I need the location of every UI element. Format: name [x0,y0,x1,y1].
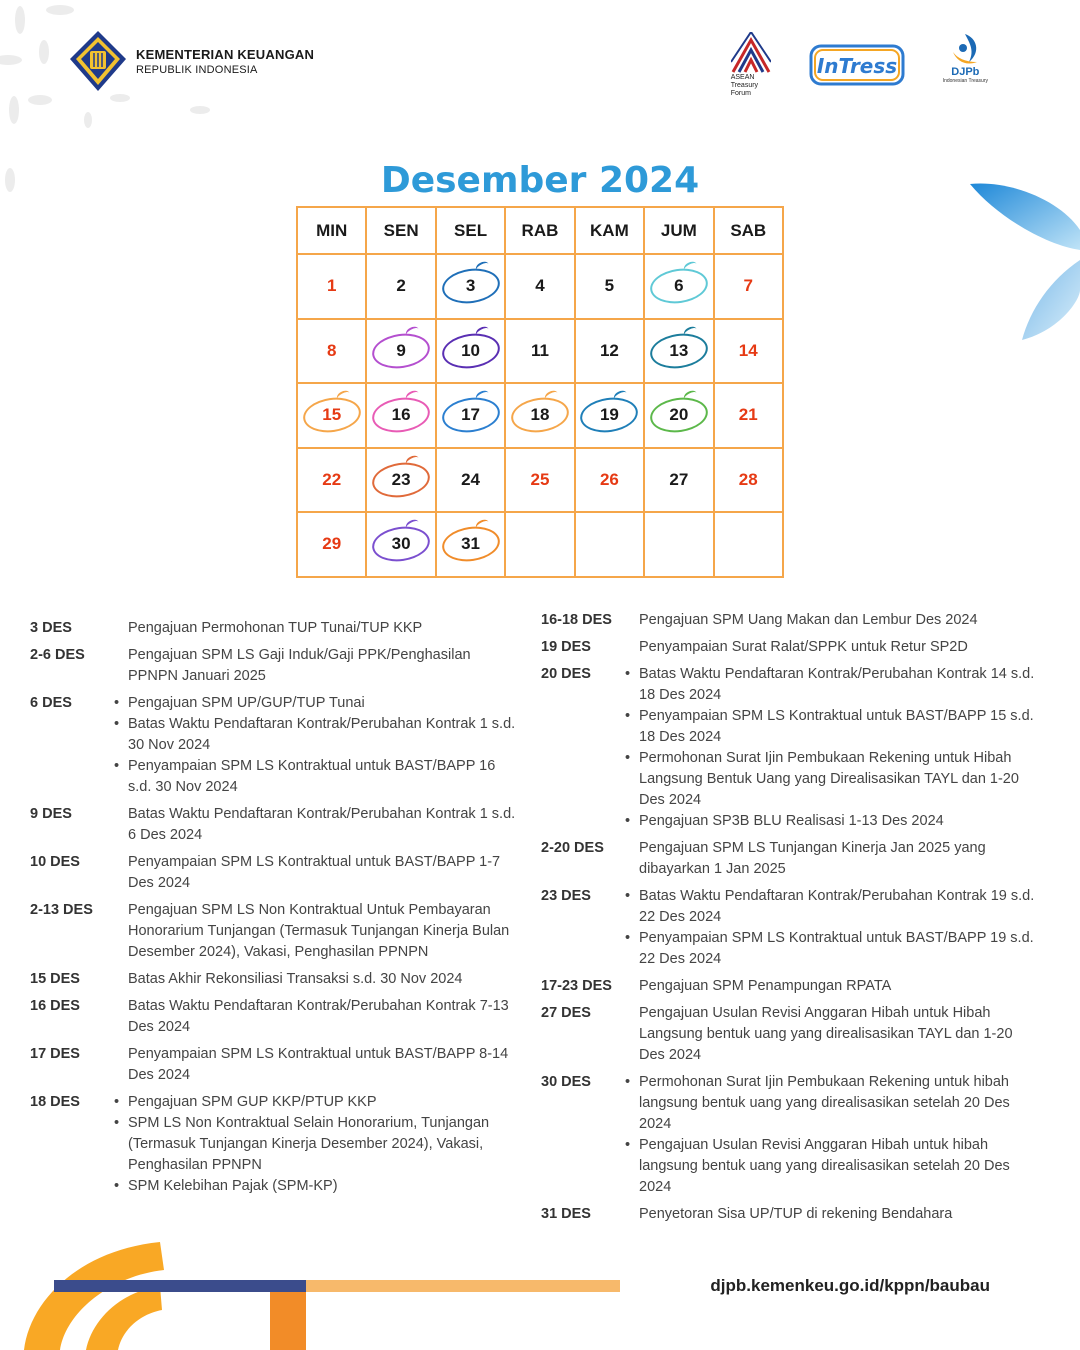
schedule-entry [30,852,520,894]
schedule-date: 17-23 DES [541,978,612,994]
djpb-logo [943,32,988,84]
calendar-day-cell [714,319,783,384]
partner-logos [731,32,988,98]
calendar-day-number: 13 [669,340,689,360]
asean-line-3: Forum [730,90,751,97]
calendar-day-cell [505,319,574,384]
schedule-description: Penyetoran Sisa UP/TUP di rekening Bendahara [639,1206,953,1222]
schedule-entry [30,996,520,1038]
calendar-day-number: 28 [738,469,758,489]
calendar-day-number: 11 [530,340,549,360]
schedule-date: 19 DES [541,639,591,655]
calendar-day-cell [575,254,644,319]
calendar-day-number: 8 [326,340,337,360]
calendar-day-number: 2 [396,276,406,296]
calendar-day-number: 27 [669,469,689,489]
calendar-day-cell [436,448,505,513]
calendar-day-number: 1 [326,276,337,296]
intress-logo [809,32,905,86]
schedule-entry [541,886,1041,970]
asean-line-1: ASEAN [730,74,755,81]
calendar-weeks [297,254,783,577]
schedule-date: 3 DES [30,620,72,636]
calendar-week-row [297,512,783,577]
footer-website-link[interactable]: djpb.kemenkeu.go.id/kppn/baubau [710,1276,990,1295]
schedule-bullet-item: • SPM LS Non Kontraktual Selain Honorarium, Tunjangan (Termasuk Tunjangan Kinerja Desember 2024), Vakasi, Penghasilan PPNPN [112,1113,520,1176]
calendar-day-number: 17 [461,405,481,425]
schedule-entry [30,693,520,798]
calendar-day-number: 24 [461,469,481,489]
calendar-week-row [297,319,783,384]
djpb-subtitle: Indonesian Treasury [942,78,988,84]
calendar-day-number: 20 [669,405,689,425]
ministry-name: KEMENTERIAN KEUANGAN [136,46,315,62]
calendar-day-number: 29 [322,534,342,554]
schedule-description [128,1092,520,1197]
schedule-description: Pengajuan SPM LS Tunjangan Kinerja Jan 2025 yang dibayarkan 1 Jan 2025 [639,840,986,877]
schedule-bullet-item: • SPM Kelebihan Pajak (SPM-KP) [112,1176,520,1197]
schedule-description: Pengajuan SPM Uang Makan dan Lembur Des 2024 [639,612,978,628]
schedule-bullet-item: • Pengajuan Usulan Revisi Anggaran Hibah untuk hibah langsung bentuk uang yang direalisasikan setelah 20 Des 2024 [623,1135,1041,1198]
calendar-day-cell [297,512,366,577]
schedule-date: 2-20 DES [541,840,604,856]
schedule-description: Pengajuan Permohonan TUP Tunai/TUP KKP [128,620,423,636]
calendar-title: Desember 2024 [380,160,700,201]
djpb-name: DJPb [951,66,980,78]
schedule-date: 17 DES [30,1046,80,1062]
schedule-entry [541,610,1041,631]
schedule-date: 10 DES [30,854,80,870]
schedule-entry [541,1204,1041,1225]
weekday-label: JUM [644,207,713,254]
schedule-entry [541,664,1041,832]
schedule-description [128,693,520,798]
calendar-day-number: 10 [461,340,481,360]
schedule-date: 15 DES [30,971,80,987]
schedule-entry [30,900,520,963]
schedule-description: Pengajuan Usulan Revisi Anggaran Hibah untuk Hibah Langsung bentuk uang yang direalisasikan TAYL dan 1-20 Des 2024 [639,1005,1013,1063]
schedule-entry [541,637,1041,658]
schedule-date: 16-18 DES [541,612,612,628]
calendar-empty-cell [505,512,574,577]
ministry-subtitle: REPUBLIK INDONESIA [136,63,258,76]
schedule-entry [30,618,520,639]
schedule-date: 18 DES [30,1094,80,1110]
calendar-day-cell [644,319,713,384]
calendar-day-cell [644,254,713,319]
schedule-date: 30 DES [541,1074,591,1090]
calendar-day-number: 26 [599,469,619,489]
calendar-day-cell [366,383,435,448]
calendar-day-cell [297,319,366,384]
weekday-label: SAB [714,207,783,254]
schedule-entry [541,838,1041,880]
schedule-bullet-item: • Pengajuan SPM UP/GUP/TUP Tunai [112,693,520,714]
schedule-description: Batas Waktu Pendaftaran Kontrak/Perubahan Kontrak 7-13 Des 2024 [128,998,509,1035]
schedule-description: Pengajuan SPM Penampungan RPATA [639,978,892,994]
calendar-day-number: 25 [530,469,550,489]
calendar-day-cell [505,448,574,513]
schedule-bullet-item: • Batas Waktu Pendaftaran Kontrak/Perubahan Kontrak 19 s.d. 22 Des 2024 [623,886,1041,928]
schedule-date: 27 DES [541,1005,591,1021]
schedule-bullet-item: • Permohonan Surat Ijin Pembukaan Rekening untuk Hibah Langsung Bentuk Uang yang Direalisasikan TAYL dan 1-20 Des 2024 [623,748,1041,811]
calendar-day-cell [714,383,783,448]
intress-badge-icon [809,44,905,86]
calendar-day-number: 12 [599,340,619,360]
calendar-day-cell [644,383,713,448]
calendar-day-number: 6 [674,276,684,296]
schedule-bullet-item: • Penyampaian SPM LS Kontraktual untuk BAST/BAPP 19 s.d. 22 Des 2024 [623,928,1041,970]
calendar-day-cell [297,254,366,319]
calendar-day-number: 19 [599,405,619,425]
schedule-entry [30,1092,520,1197]
schedule-date: 23 DES [541,888,591,904]
calendar-day-cell [575,319,644,384]
schedule-entry [30,969,520,990]
schedule-description: Batas Akhir Rekonsiliasi Transaksi s.d. 30 Nov 2024 [128,971,463,987]
footer-color-bar [54,1280,620,1292]
calendar-empty-cell [644,512,713,577]
calendar-empty-cell [714,512,783,577]
calendar-day-number: 31 [461,534,481,554]
schedule-date: 9 DES [30,806,72,822]
schedule-description: Penyampaian SPM LS Kontraktual untuk BAST/BAPP 8-14 Des 2024 [128,1046,509,1083]
calendar-day-cell [366,254,435,319]
calendar-day-cell [714,448,783,513]
calendar-day-cell [575,383,644,448]
schedule-right-column [541,610,1041,1231]
calendar-day-cell [644,448,713,513]
schedule-bullet-item: • Pengajuan SP3B BLU Realisasi 1-13 Des 2024 [623,811,1041,832]
calendar-empty-cell [575,512,644,577]
calendar-day-cell [505,383,574,448]
schedule-date: 31 DES [541,1206,591,1222]
calendar-day-number: 21 [738,405,758,425]
calendar-day-cell [436,254,505,319]
decorative-blue-petal [970,180,1080,340]
calendar-day-number: 16 [391,405,411,425]
schedule-description [639,1072,1041,1198]
schedule-description [639,664,1041,832]
calendar-day-number: 15 [322,405,342,425]
schedule-description [639,886,1041,970]
schedule-description: Batas Waktu Pendaftaran Kontrak/Perubahan Kontrak 1 s.d. 6 Des 2024 [128,806,516,843]
calendar-day-cell [505,254,574,319]
calendar-day-cell [436,319,505,384]
schedule-date: 2-6 DES [30,647,85,663]
weekday-header-row [297,207,783,254]
calendar-week-row [297,383,783,448]
calendar-grid [296,206,784,578]
schedule-description: Pengajuan SPM LS Non Kontraktual Untuk Pembayaran Honorarium Tunjangan (Termasuk Tunjangan Kinerja Bulan Desember 2024), Vakasi, Penghasilan PPNPN [128,902,510,960]
calendar-week-row [297,254,783,319]
schedule-entry [541,1003,1041,1066]
calendar-day-cell [366,319,435,384]
schedule-bullet-item: • Batas Waktu Pendaftaran Kontrak/Perubahan Kontrak 1 s.d. 30 Nov 2024 [112,714,520,756]
kemenkeu-emblem-icon [66,29,130,93]
calendar-day-cell [714,254,783,319]
schedule-bullet-item: • Penyampaian SPM LS Kontraktual untuk BAST/BAPP 15 s.d. 18 Des 2024 [623,706,1041,748]
calendar-day-number: 3 [465,276,476,296]
schedule-date: 2-13 DES [30,902,93,918]
calendar-day-number: 30 [391,534,411,554]
calendar-day-cell [366,448,435,513]
calendar-day-number: 22 [322,469,342,489]
djpb-mark-icon [947,32,983,68]
calendar-day-cell [297,383,366,448]
schedule-bullet-item: • Pengajuan SPM GUP KKP/PTUP KKP [112,1092,520,1113]
calendar-day-number: 4 [535,276,545,296]
schedule-left-column [30,618,520,1203]
weekday-label: MIN [297,207,366,254]
weekday-label: SEN [366,207,435,254]
calendar-day-number: 5 [604,276,615,296]
schedule-bullet-item: • Batas Waktu Pendaftaran Kontrak/Perubahan Kontrak 14 s.d. 18 Des 2024 [623,664,1041,706]
intress-label: InTress [816,54,897,78]
schedule-date: 6 DES [30,695,72,711]
calendar-day-cell [575,448,644,513]
schedule-bullet-item: • Penyampaian SPM LS Kontraktual untuk BAST/BAPP 16 s.d. 30 Nov 2024 [112,756,520,798]
calendar-day-number: 9 [396,340,406,360]
calendar-day-number: 14 [738,340,758,360]
weekday-label: RAB [505,207,574,254]
schedule-date: 20 DES [541,666,591,682]
calendar-week-row [297,448,783,513]
calendar-day-cell [436,383,505,448]
schedule-entry [541,976,1041,997]
schedule-entry [541,1072,1041,1198]
calendar-day-number: 18 [530,405,550,425]
schedule-description: Penyampaian SPM LS Kontraktual untuk BAST/BAPP 1-7 Des 2024 [128,854,501,891]
calendar-day-cell [297,448,366,513]
schedule-entry [30,804,520,846]
schedule-bullet-item: • Permohonan Surat Ijin Pembukaan Rekening untuk hibah langsung bentuk uang yang direalisasikan setelah 20 Des 2024 [623,1072,1041,1135]
calendar-day-number: 23 [391,469,411,489]
weekday-label: KAM [575,207,644,254]
calendar-day-number: 7 [743,276,753,296]
schedule-entry [30,1044,520,1086]
asean-treasury-forum-logo [731,32,771,98]
asean-line-2: Treasury [730,82,759,89]
schedule-date: 16 DES [30,998,80,1014]
schedule-description: Penyampaian Surat Ralat/SPPK untuk Retur SP2D [639,639,968,655]
weekday-label: SEL [436,207,505,254]
calendar-day-cell [436,512,505,577]
schedule-description: Pengajuan SPM LS Gaji Induk/Gaji PPK/Penghasilan PPNPN Januari 2025 [128,647,471,684]
asean-stripes-icon [731,32,771,74]
calendar-day-cell [366,512,435,577]
schedule-entry [30,645,520,687]
ministry-header [66,28,314,94]
